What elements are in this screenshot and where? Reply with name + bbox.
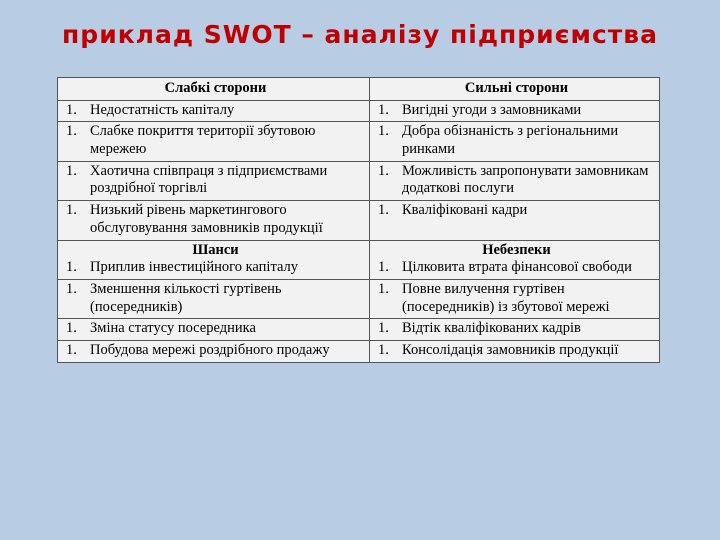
item-number: 1.	[66, 341, 77, 358]
header-threats: Небезпеки	[482, 241, 551, 258]
item-text: Приплив інвестиційного капіталу	[90, 259, 299, 276]
swot-table	[57, 77, 660, 363]
table-row	[58, 319, 660, 341]
table-row	[58, 279, 660, 318]
item-text: Недостатність капіталу	[90, 101, 235, 118]
item-text: Повне вилучення гуртівен (посередників) із збутової мережі	[402, 280, 610, 315]
table-row	[58, 100, 660, 122]
item-text: Цілковита втрата фінансової свободи	[402, 259, 632, 276]
table-row	[58, 161, 660, 200]
item-number: 1.	[378, 101, 389, 118]
item-text: Хаотична співпраця з підприємствами роздрібної торгівлі	[90, 162, 328, 197]
item-number: 1.	[66, 259, 77, 276]
opportunity-cell	[58, 240, 370, 279]
table-row	[58, 122, 660, 161]
strength-cell	[370, 122, 660, 161]
item-number: 1.	[378, 280, 389, 297]
table-header-row	[58, 78, 660, 101]
item-number: 1.	[66, 320, 77, 337]
item-text: Зміна статусу посередника	[90, 320, 256, 337]
item-number: 1.	[378, 162, 389, 179]
table-row	[58, 340, 660, 362]
strength-cell	[370, 201, 660, 240]
item-number: 1.	[66, 101, 77, 118]
header-weaknesses: Слабкі сторони	[58, 78, 370, 101]
item-number: 1.	[378, 123, 389, 140]
item-number: 1.	[378, 320, 389, 337]
item-text: Можливість запропонувати замовникам додаткові послуги	[402, 162, 649, 197]
threat-cell	[370, 240, 660, 279]
item-text: Побудова мережі роздрібного продажу	[90, 341, 330, 358]
weakness-cell	[58, 122, 370, 161]
item-text: Зменшення кількості гуртівень (посередників)	[90, 280, 282, 315]
item-text: Вигідні угоди з замовниками	[402, 101, 582, 118]
opportunity-cell	[58, 279, 370, 318]
weakness-cell	[58, 100, 370, 122]
table-row	[58, 240, 660, 279]
item-text: Слабке покриття території збутовою мережею	[90, 123, 316, 158]
threat-cell	[370, 340, 660, 362]
item-number: 1.	[66, 280, 77, 297]
strength-cell	[370, 161, 660, 200]
item-number: 1.	[378, 341, 389, 358]
item-text: Низький рівень маркетингового обслуговування замовників продукції	[90, 202, 323, 236]
strength-cell	[370, 100, 660, 122]
weakness-cell	[58, 161, 370, 200]
item-text: Відтік кваліфікованих кадрів	[402, 320, 581, 337]
weakness-cell	[58, 201, 370, 240]
item-text: Кваліфіковані кадри	[402, 202, 528, 219]
opportunity-cell	[58, 319, 370, 341]
item-text: Консолідація замовників продукції	[402, 341, 619, 358]
threat-cell	[370, 279, 660, 318]
opportunity-cell	[58, 340, 370, 362]
header-strengths: Сильні сторони	[370, 78, 660, 101]
item-number: 1.	[66, 123, 77, 140]
header-opportunities: Шанси	[192, 241, 239, 258]
item-number: 1.	[378, 259, 389, 276]
item-number: 1.	[378, 202, 389, 219]
page-title: приклад SWOT – аналізу підприємства	[62, 20, 658, 49]
item-text: Добра обізнаність з регіональними ринками	[402, 123, 619, 158]
item-number: 1.	[66, 162, 77, 179]
table-row	[58, 201, 660, 240]
threat-cell	[370, 319, 660, 341]
item-number: 1.	[66, 202, 77, 219]
